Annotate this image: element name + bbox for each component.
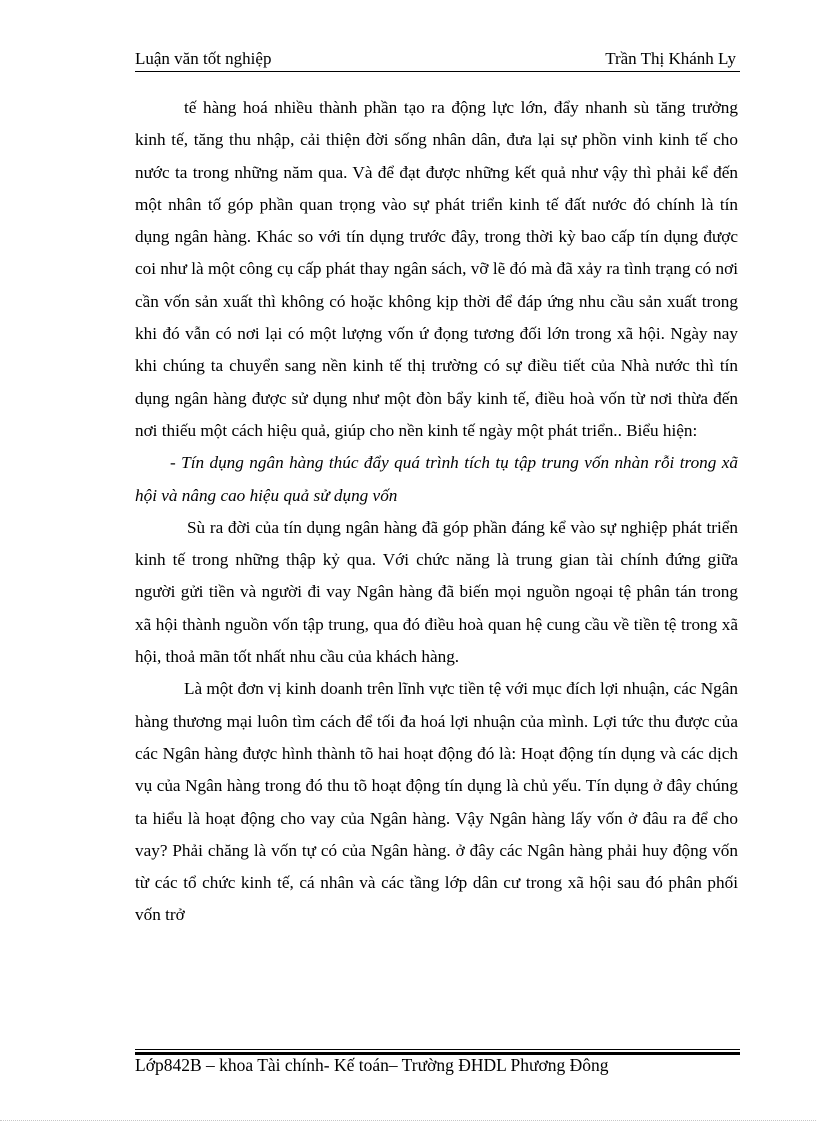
paragraph-1: tế hàng hoá nhiều thành phần tạo ra động lực lớn, đẩy nhanh sù tăng trưởng kinh tế, tăng thu nhập, cải thiện đời sống nhân dân, đưa lại sự phồn vinh kinh tế cho nước ta trong những năm qua. Và để đạt được những kết quả như vậy thì phải kể đến một nhân tố góp phần quan trọng vào sự phát triển kinh tế đất nước đó chính là tín dụng ngân hàng. Khác so với tín dụng trước đây, trong thời kỳ bao cấp tín dụng được coi như là một công cụ cấp phát thay ngân sách, vỡ lẽ đó mà đã xảy ra tình trạng có nơi cần vốn sản xuất thì không có hoặc không kịp thời để đáp ứng nhu cầu sản xuất trong khi đó vẫn có nơi lại có một lượng vốn ứ đọng tương đối lớn trong xã hội. Ngày nay khi chúng ta chuyển sang nền kinh tế thị trường có sự điều tiết của Nhà nước thì tín dụng ngân hàng được sử dụng như một đòn bẩy kinh tế, điều hoà vốn từ nơi thừa đến nơi thiếu một cách hiệu quả, giúp cho nền kinh tế ngày một phát triển.. Biểu hiện: (135, 98, 738, 440)
header-divider (135, 71, 740, 72)
paragraph-2-italic: - Tín dụng ngân hàng thúc đẩy quá trình tích tụ tập trung vốn nhàn rỗi trong xã hội và nâng cao hiệu quả sử dụng vốn (135, 453, 738, 505)
header-thesis-label: Luận văn tốt nghiệp (135, 49, 272, 68)
paragraph-3: Sù ra đời của tín dụng ngân hàng đã góp phần đáng kể vào sự nghiệp phát triển kinh tế trong những thập kỷ qua. Với chức năng là trung gian tài chính đứng giữa người gửi tiền và người đi vay Ngân hàng đã biến mọi nguồn ngoại tệ phân tán trong xã hội thành nguồn vốn tập trung, qua đó điều hoà quan hệ cung cầu về tiền tệ trong xã hội, thoả mãn tốt nhất nhu cầu của khách hàng. (135, 517, 738, 667)
header-author-name: Trần Thị Khánh Ly (605, 49, 736, 68)
footer-divider-thin (135, 1049, 740, 1050)
page-footer: Lớp842B – khoa Tài chính- Kế toán– Trường ĐHDL Phương Đông (135, 1055, 609, 1075)
document-body (135, 92, 738, 932)
page-header (135, 49, 738, 71)
paragraph-4: Là một đơn vị kinh doanh trên lĩnh vực tiền tệ với mục đích lợi nhuận, các Ngân hàng thương mại luôn tìm cách để tối đa hoá lợi nhuận của mình. Lợi tức thu được của các Ngân hàng được hình thành tõ hai hoạt động đó là: Hoạt động tín dụng và các dịch vụ của Ngân hàng trong đó thu tõ hoạt động tín dụng là chủ yếu. Tín dụng ở đây chúng ta hiểu là hoạt động cho vay của Ngân hàng. Vậy Ngân hàng lấy vốn ở đâu ra để cho vay? Phải chăng là vốn tự có của Ngân hàng. ở đây các Ngân hàng phải huy động vốn từ các tổ chức kinh tế, cá nhân và các tầng lớp dân cư trong xã hội sau đó phân phối vốn trở (135, 679, 738, 925)
page-bottom-border (0, 1120, 816, 1121)
